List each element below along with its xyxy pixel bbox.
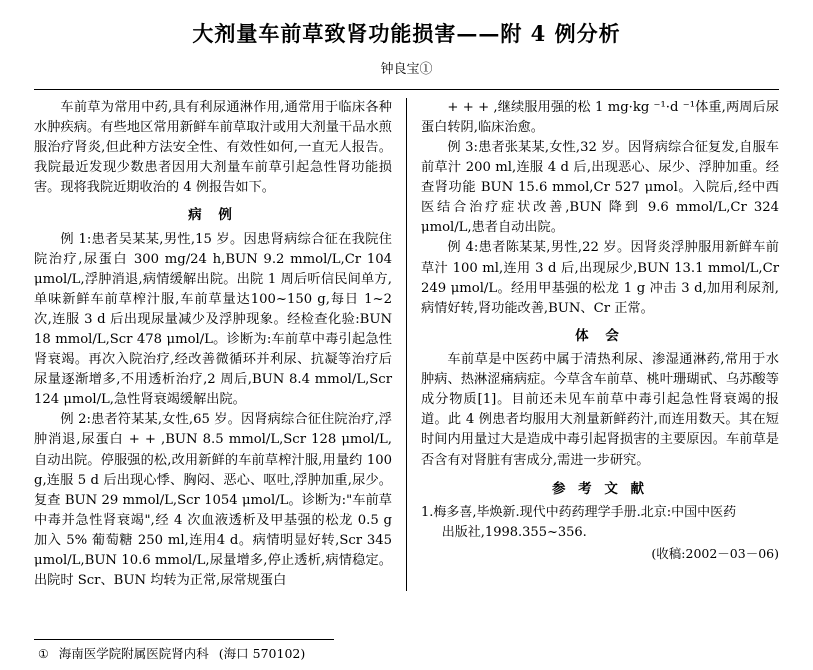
discussion-paragraph: 车前草是中医药中属于清热利尿、渗湿通淋药,常用于水肿病、热淋涩痛病症。今草含车前草、桃叶珊瑚甙、乌苏酸等成分物质[1]。目前还未见车前草中毒引起急性肾衰竭的报道。此 4 例患者均服用大剂量新鲜药汁,而连用数天。其在短时间内用量过大是造成中毒引起肾损害的主要原因。车前草是否含有对肾脏有害成分,需进一步研究。 — [421, 352, 779, 468]
page-title: 大剂量车前草致肾功能损害——附 4 例分析 — [192, 21, 621, 46]
footnote-divider — [34, 639, 334, 640]
case-1-paragraph: 例 1:患者吴某某,男性,15 岁。因患肾病综合征在我院住院治疗,尿蛋白 300 mg/24 h,BUN 9.2 mmol/L,Cr 104 μmol/L,浮肿消退,病情缓解出院。出院 1 周后听信民间单方,单味新鲜车前草榨汁服,车前草量达100~150 g,每日 1~2 次,连服 3 d 后出现尿量减少及浮肿现象。经检查化验:BUN 18 mmol/L,Scr 478 μmol/L。诊断为:车前草中毒引起急性肾衰竭。再次入院治疗,经改善微循环并利尿、抗凝等治疗后尿量逐渐增多,不用透析治疗,2 周后,BUN 8.4 mmol/L,Scr 124 μmol/L,急性肾衰竭缓解出院。 — [34, 231, 392, 408]
right-column — [407, 98, 779, 563]
footnote-line — [34, 644, 779, 662]
footnote-marker: ① — [38, 647, 49, 661]
footnote-affiliation: 海南医学院附属医院肾内科 — [58, 646, 209, 661]
case-4-paragraph: 例 4:患者陈某某,男性,22 岁。因肾炎浮肿服用新鲜车前草汁 100 ml,连用 3 d 后,出现尿少,BUN 13.1 mmol/L,Cr 249 μmol/L。经用甲基强的松龙 1 g 冲击 3 d,加用利尿剂,病情好转,肾功能改善,BUN、Cr 正常。 — [421, 240, 779, 316]
left-column — [34, 98, 407, 591]
section-heading-discussion: 体 会 — [575, 327, 625, 344]
case-2-continuation: + + + ,继续服用强的松 1 mg·kg ⁻¹·d ⁻¹体重,两周后尿蛋白转阴,临床治愈。 — [421, 100, 779, 136]
reference-text: 梅多喜,毕焕新.现代中药药理学手册.北京:中国中医药 — [433, 505, 737, 521]
reference-text-continued: 出版社,1998.355~356. — [441, 524, 587, 540]
footnote — [34, 639, 779, 662]
header-divider — [34, 89, 779, 90]
section-heading-cases: 病 例 — [188, 207, 238, 224]
reference-number: 1. — [421, 505, 434, 521]
footnote-location: (海口 570102) — [218, 646, 306, 661]
author-line: 钟良宝① — [380, 62, 433, 77]
body-columns — [34, 98, 779, 591]
received-date: (收稿:2002－03－06) — [651, 546, 779, 562]
section-heading-references: 参 考 文 献 — [551, 480, 649, 497]
case-3-paragraph: 例 3:患者张某某,女性,32 岁。因肾病综合征复发,自服车前草汁 200 ml,连服 4 d 后,出现恶心、尿少、浮肿加重。经查肾功能 BUN 15.6 mmol,Cr 527 μmol。入院后,经中西医结合治疗症状改善,BUN 降到 9.6 mmol/L,Cr 324 μmol/L,患者自动出院。 — [421, 140, 779, 236]
case-2-paragraph: 例 2:患者符某某,女性,65 岁。因肾病综合征住院治疗,浮肿消退,尿蛋白 + + ,BUN 8.5 mmol/L,Scr 128 μmol/L,自动出院。停服强的松,改用新鲜的车前草榨汁服,用量约 100 g,连服 5 d 后出现心悸、胸闷、恶心、呕吐,浮肿加重,尿少。复查 BUN 29 mmol/L,Scr 1054 μmol/L。诊断为:"车前草中毒并急性肾衰竭",经 4 次血液透析及甲基强的松龙 0.5 g 加入 5% 葡萄糖 250 ml,连用4 d。病情明显好转,Scr 345 μmol/L,BUN 10.6 mmol/L,尿量增多,停止透析,病情稳定。出院时 Scr、BUN 均转为正常,尿常规蛋白 — [34, 412, 392, 588]
reference-item — [421, 503, 779, 542]
intro-paragraph: 车前草为常用中药,具有利尿通淋作用,通常用于临床各种水肿疾病。有些地区常用新鲜车前草取汁或用大剂量干品水煎服治疗肾炎,但此种方法安全性、有效性如何,一直无人报告。我院最近发现少数患者因用大剂量车前草引起急性肾功能损害。现将我院近期收治的 4 例报告如下。 — [34, 100, 392, 196]
